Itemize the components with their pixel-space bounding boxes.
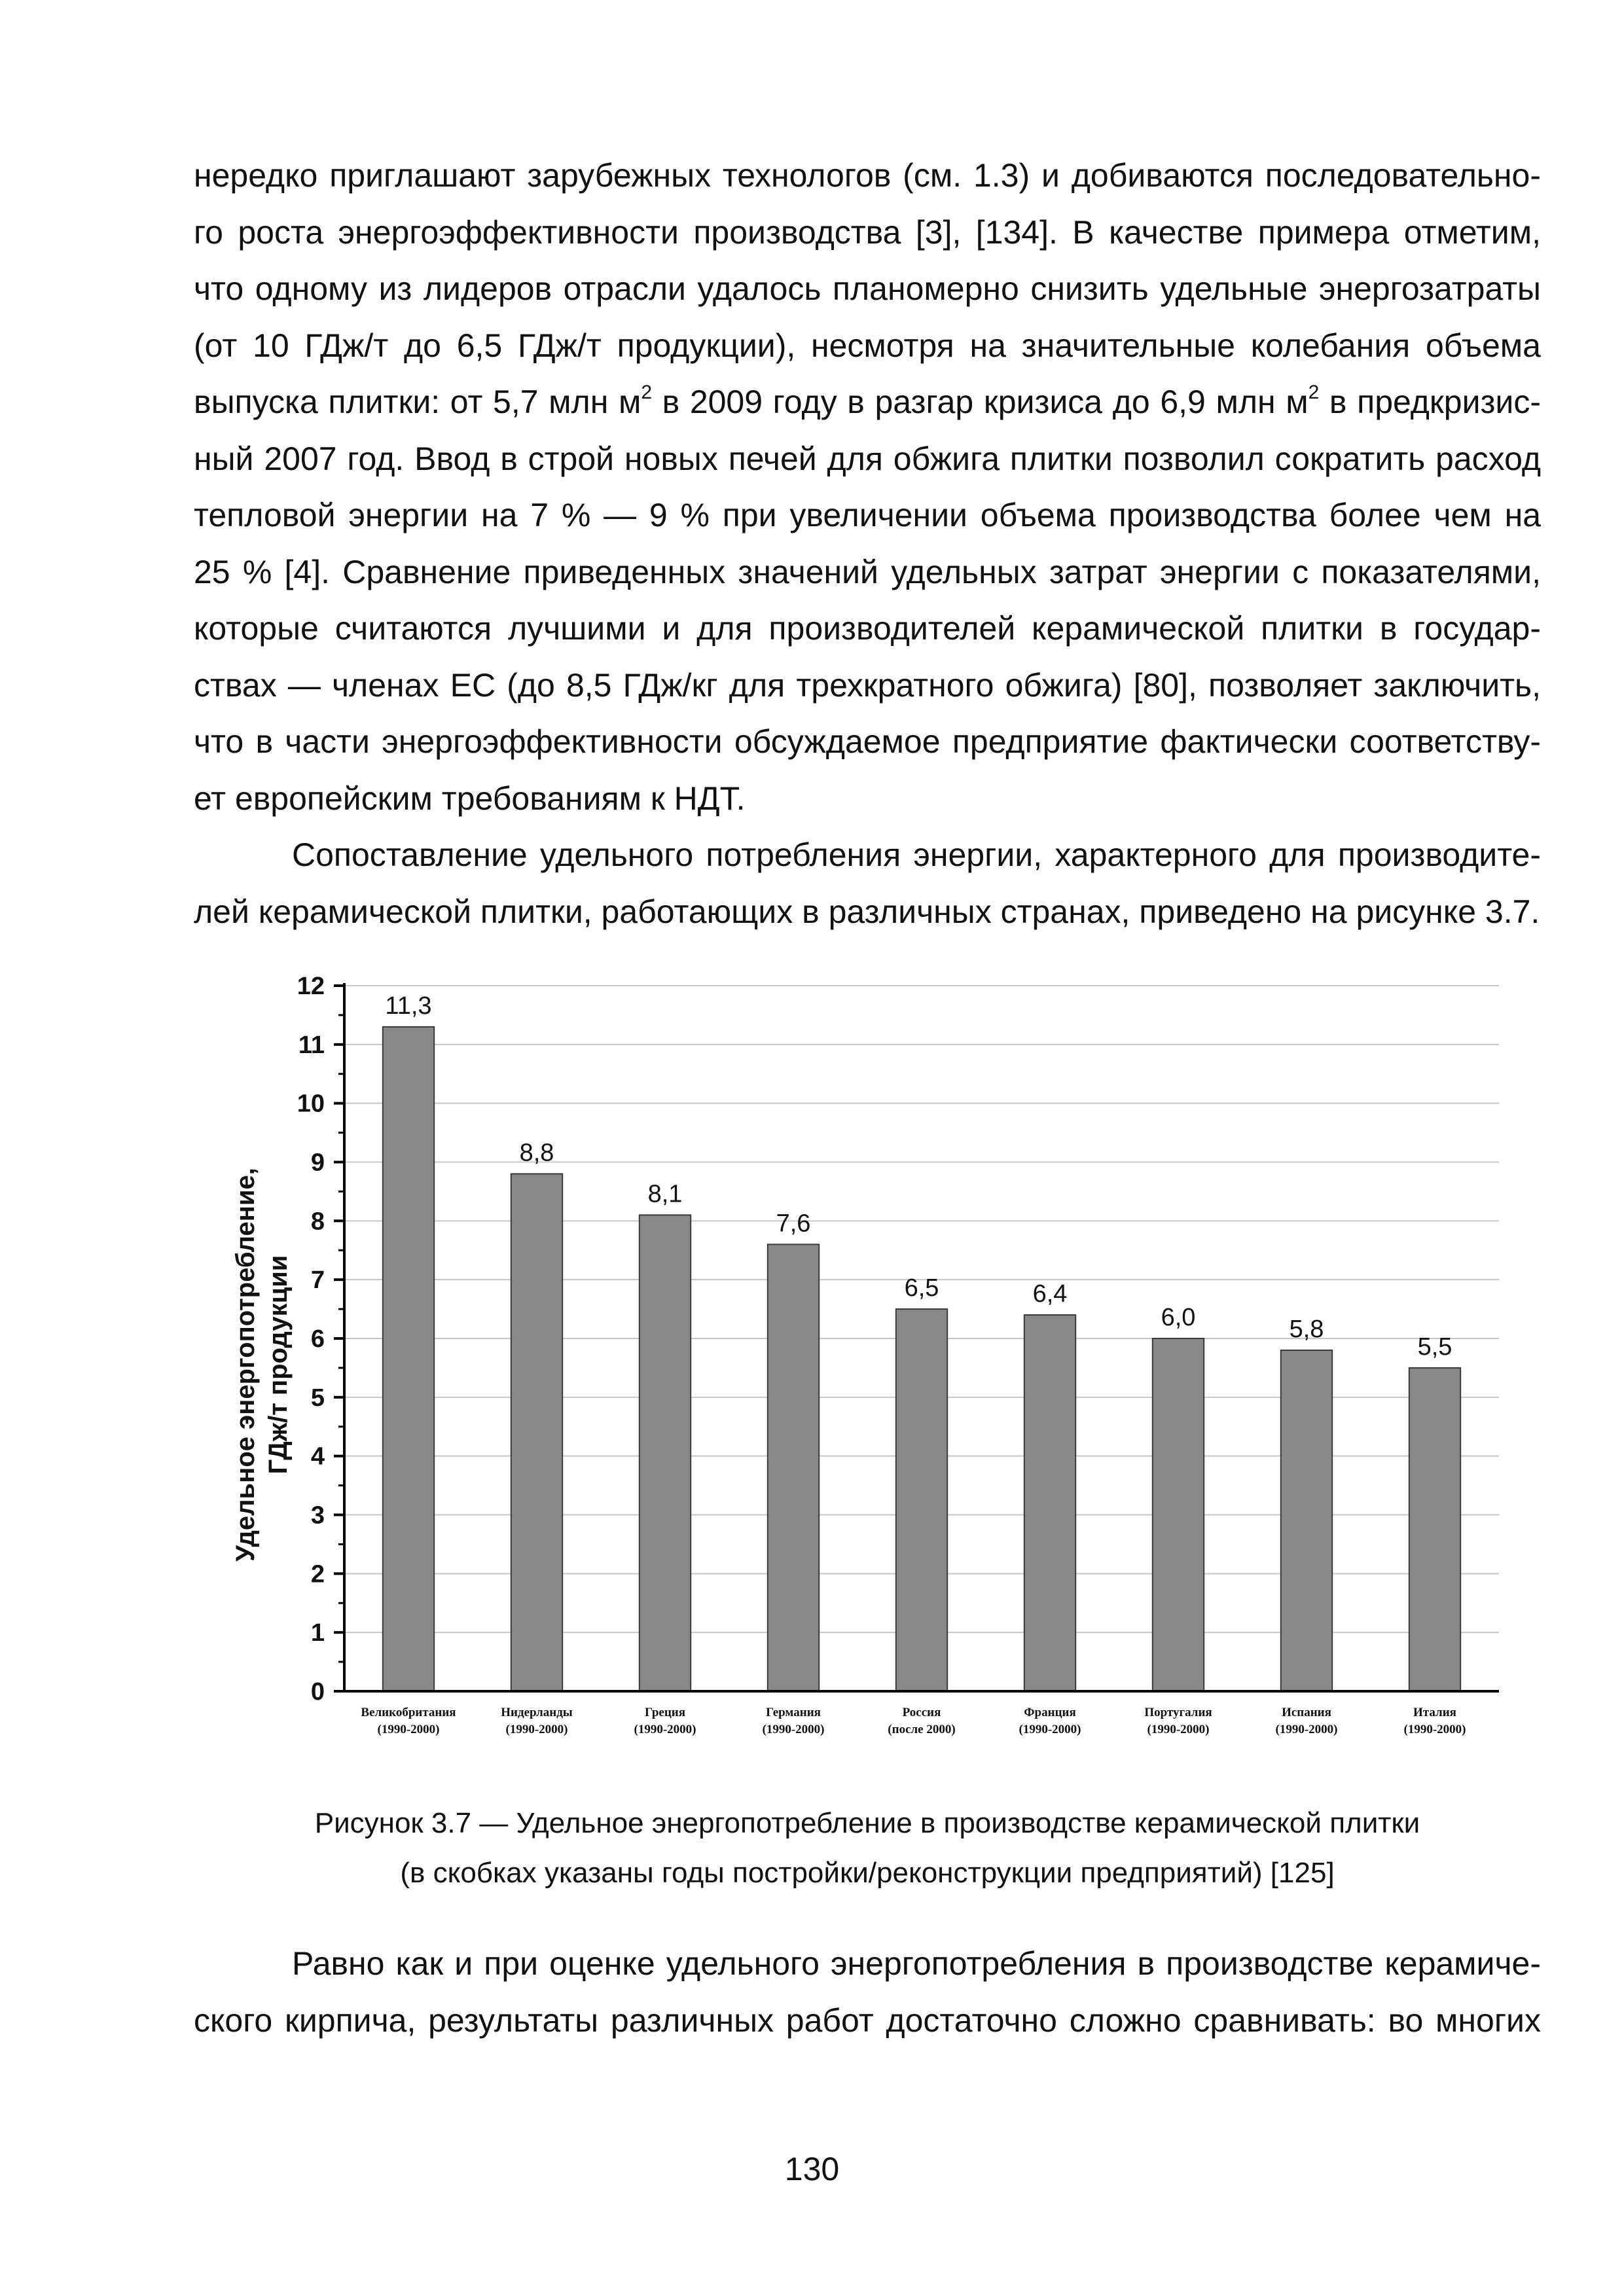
data-label: 7,6 [776,1210,811,1238]
x-category-period: (1990-2000) [634,1723,696,1736]
y-tick-label: 5 [310,1384,325,1412]
x-category-label: Германия [766,1706,821,1719]
bar [896,1309,947,1691]
x-category-period: (1990-2000) [377,1723,440,1736]
paragraph-line: ствах — членах ЕС (до 8,5 ГДж/кг для трехкратного обжига) [80], позволяет заключить, [194,666,1541,704]
bar [511,1174,562,1691]
paragraph-line: которые считаются лучшими и для производителей керамической плитки в государ- [194,610,1541,647]
x-category-label: Греция [644,1706,686,1719]
y-tick-label: 11 [298,1031,325,1059]
paragraph-line: тепловой энергии на 7 % — 9 % при увеличении объема производства более чем на [194,497,1541,533]
bar [768,1244,819,1691]
bar [1281,1350,1332,1691]
figure-caption-line-1: Рисунок 3.7 — Удельное энергопотребление в производстве керамической плитки [314,1807,1420,1839]
data-label: 8,8 [519,1139,554,1167]
bar [1024,1315,1075,1691]
page-number: 130 [784,2151,840,2187]
data-label: 6,0 [1161,1304,1196,1331]
paragraph-line-with-superscripts [194,374,1541,431]
paragraph-line: ет европейским требованиям к НДТ. [194,780,746,817]
x-category-period: (после 2000) [888,1723,956,1736]
x-category-label: Франция [1024,1706,1076,1719]
x-category-period: (1990-2000) [1019,1723,1081,1736]
data-label: 5,5 [1417,1333,1453,1361]
x-category-label: Нидерланды [501,1706,573,1719]
paragraph-1 [194,147,1541,827]
x-category-period: (1990-2000) [1403,1723,1466,1736]
y-tick-label: 2 [310,1560,325,1588]
y-axis-title [231,1168,293,1562]
x-category-label: Испания [1282,1706,1331,1719]
y-tick-label: 4 [310,1443,325,1471]
bar [1153,1338,1204,1691]
paragraph-line: го роста энергоэффективности производства [3], [134]. В качестве примера отметим, [194,213,1541,251]
figure-caption-line-2: (в скобках указаны годы постройки/реконструкции предприятий) [125] [400,1857,1335,1889]
y-tick-label: 7 [310,1266,325,1295]
paragraph-3 [194,1935,1541,2049]
data-label: 11,3 [385,992,432,1020]
paragraph-line: Равно как и при оценке удельного энергопотребления в производстве керамиче- [292,1945,1541,1982]
paragraph-line: Сопоставление удельного потребления энергии, характерного для производите- [292,836,1541,873]
x-category-period: (1990-2000) [762,1723,825,1736]
energy-consumption-bar-chart [216,956,1512,1761]
y-tick-label: 6 [310,1325,325,1353]
x-category-period: (1990-2000) [505,1723,568,1736]
paragraph-line: ского кирпича, результаты различных работ достаточно сложно сравнивать: во многих [194,2001,1541,2039]
paragraph-line: 25 % [4]. Сравнение приведенных значений удельных затрат энергии с показателями, [194,553,1541,590]
y-tick-label: 3 [310,1501,325,1530]
paragraph-line: (от 10 ГДж/т до 6,5 ГДж/т продукции), несмотря на значительные колебания объема [194,327,1541,364]
figure-caption [194,1799,1541,1898]
line-part: выпуска плитки: от 5,7 млн м [194,384,641,420]
paragraph-line: что в части энергоэффективности обсуждаемое предприятие фактически соответству- [194,723,1541,760]
data-label: 6,5 [904,1274,939,1302]
paragraph-line: что одному из лидеров отрасли удалось планомерно снизить удельные энергозатраты [194,270,1541,307]
y-tick-label: 1 [310,1619,325,1647]
x-category-label: Италия [1413,1706,1456,1719]
y-axis-title-line-2: ГДж/т продукции [264,1255,293,1475]
y-tick-label: 9 [310,1149,325,1177]
x-category-period: (1990-2000) [1275,1723,1338,1736]
y-tick-label: 10 [297,1090,325,1118]
paragraph-line: ный 2007 год. Ввод в строй новых печей для обжига плитки позволил сократить расход [194,440,1541,477]
y-tick-label: 8 [310,1208,325,1236]
superscript: 2 [1308,382,1320,404]
superscript: 2 [641,382,653,404]
x-category-label: Португалия [1144,1706,1212,1719]
line-part: в предкризис- [1319,384,1541,420]
bar [640,1215,691,1691]
paragraph-2 [194,827,1541,940]
y-axis-title-line-1: Удельное энергопотребление, [231,1168,260,1562]
bar [1409,1368,1460,1691]
paragraph-line: нередко приглашают зарубежных технологов (см. 1.3) и добиваются последовательно- [194,157,1541,194]
y-tick-label: 0 [310,1678,325,1706]
x-category-label: Россия [902,1706,941,1719]
x-category-period: (1990-2000) [1147,1723,1210,1736]
chart-bars [383,1027,1460,1691]
y-tick-label: 12 [297,973,325,1000]
data-label: 6,4 [1032,1280,1068,1308]
data-label: 5,8 [1289,1315,1324,1343]
data-label: 8,1 [647,1180,683,1208]
x-category-label: Великобритания [361,1706,456,1719]
paragraph-line: лей керамической плитки, работающих в различных странах, приведено на рисунке 3.7. [194,893,1540,930]
line-part: в 2009 году в разгар кризиса до 6,9 млн м [652,384,1308,420]
bar [383,1027,434,1691]
